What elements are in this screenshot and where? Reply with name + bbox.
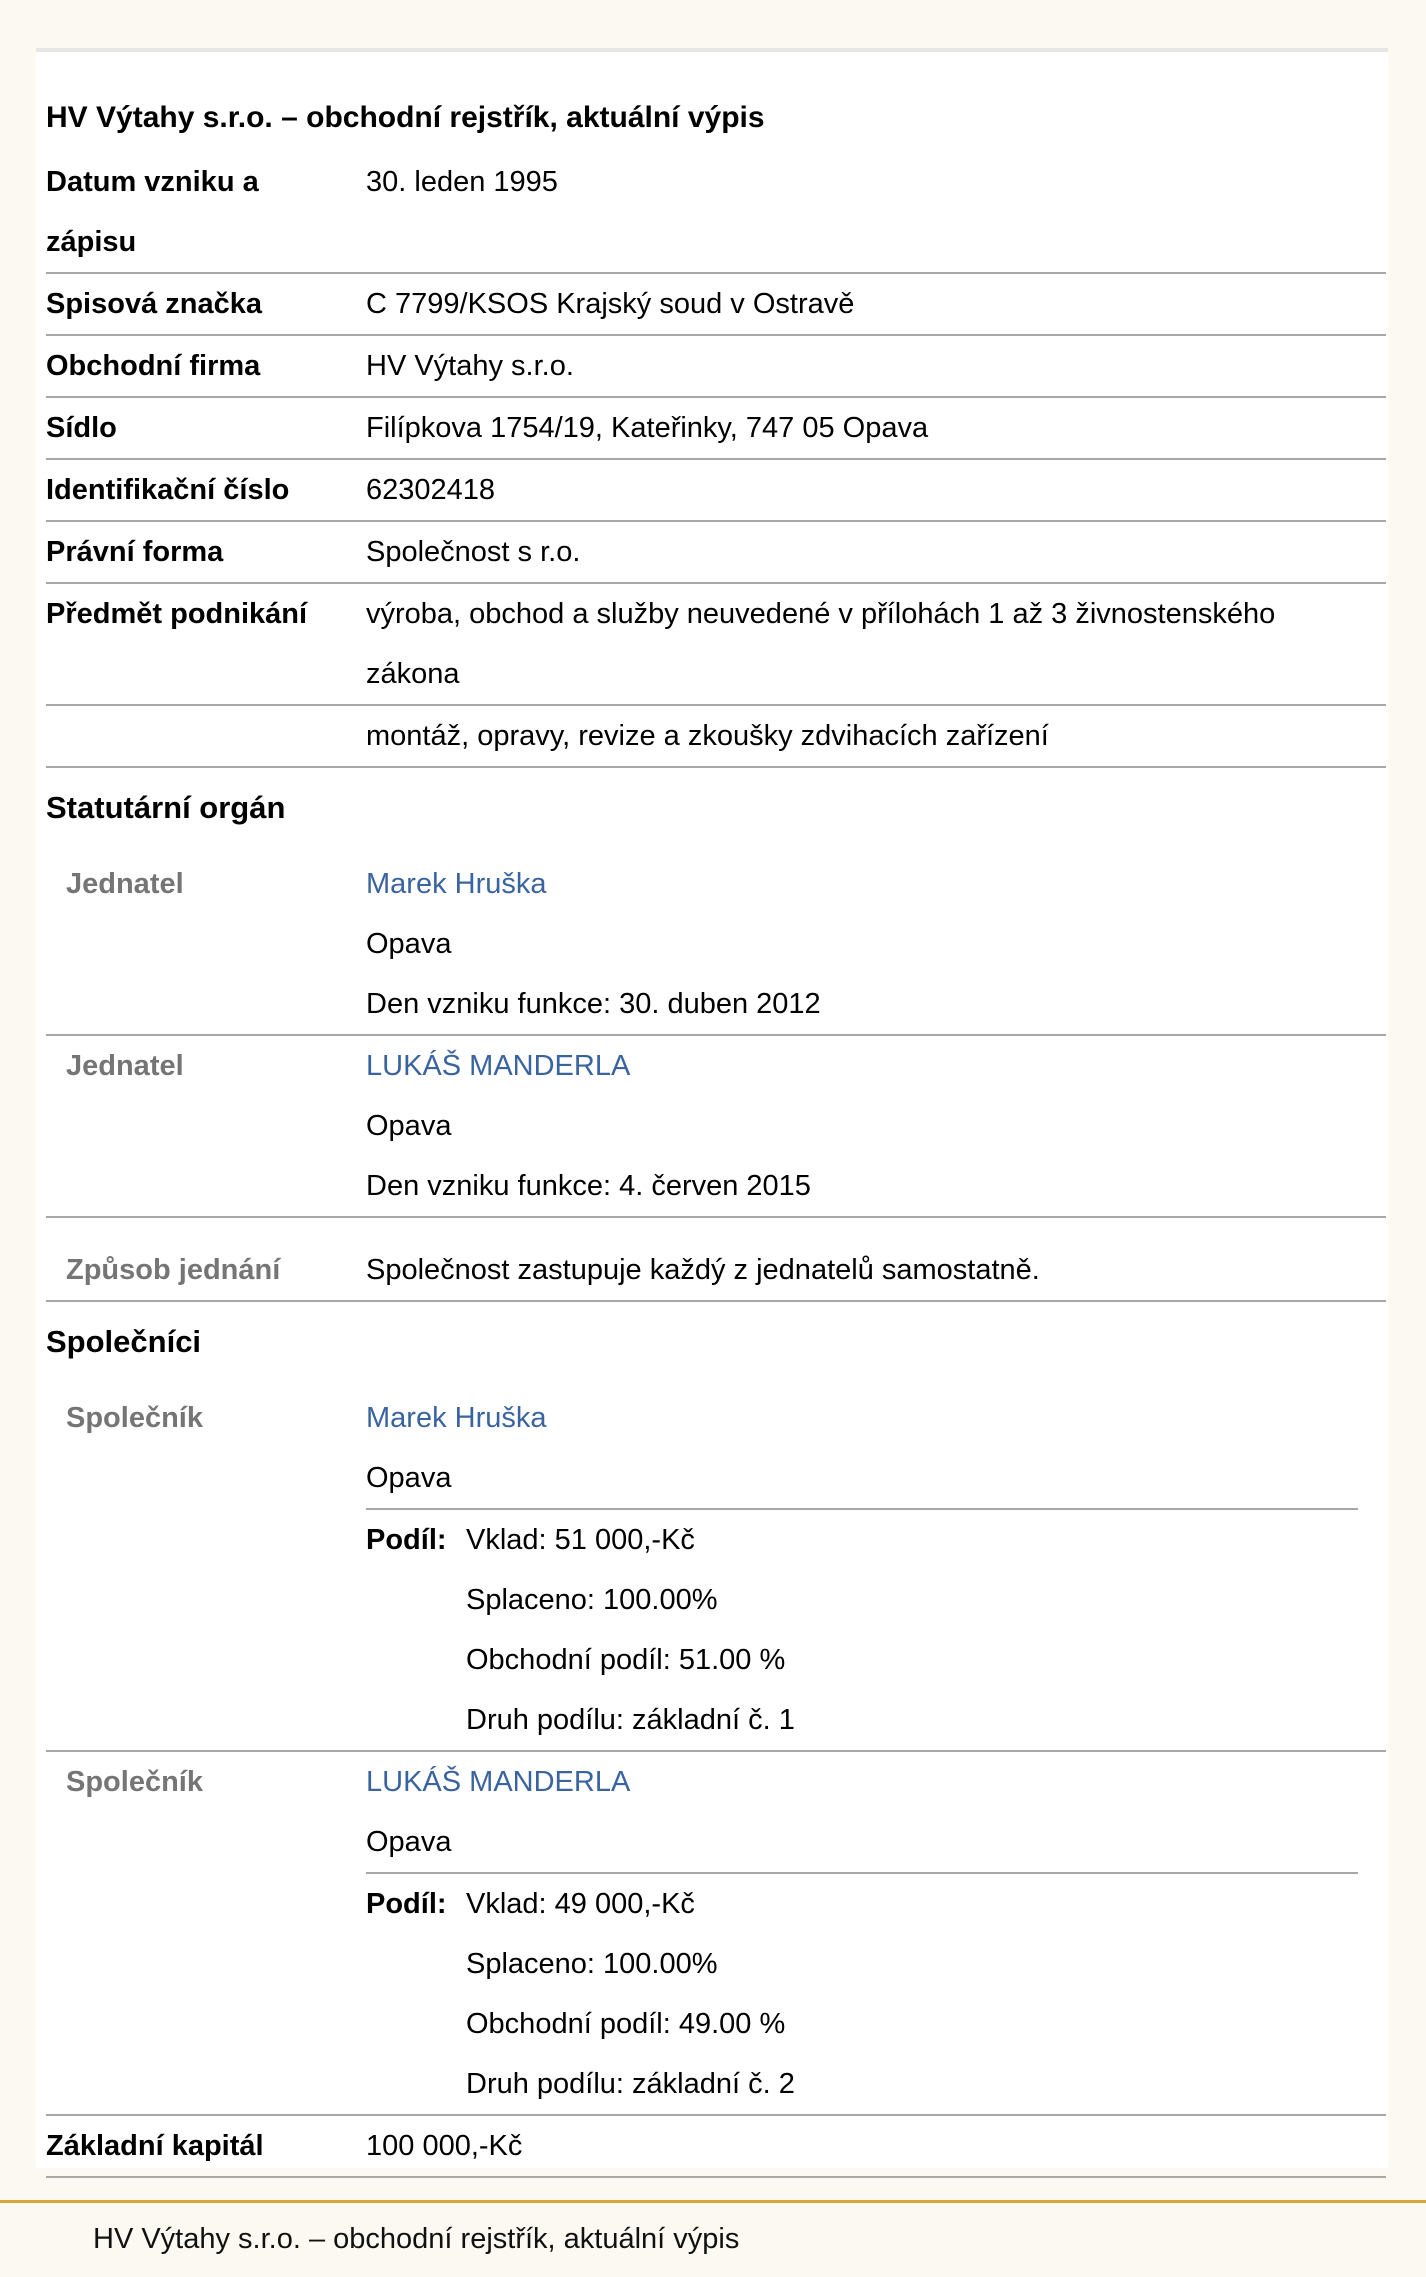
row-label: Předmět podnikání [46,598,308,630]
partner-details [366,1388,1386,1750]
member-city: Opava [366,928,452,960]
partner-name-link[interactable]: LUKÁŠ MANDERLA [366,1766,631,1798]
member-name-link[interactable]: Marek Hruška [366,868,547,900]
row-capital [46,2116,1386,2178]
partner-entry [46,1752,1386,2116]
row-conduct [46,1218,1386,1302]
share-line [366,1570,1358,1630]
share-block [366,1508,1358,1750]
row-label: Obchodní firma [46,350,261,382]
share-deposit: Vklad: 49 000,-Kč [466,1888,695,1920]
section-heading-statutory: Statutární orgán [46,790,286,825]
partner-city: Opava [366,1462,452,1494]
row-registered-office [46,398,1386,460]
share-percentage: Obchodní podíl: 49.00 % [466,2008,786,2040]
row-value: Filípkova 1754/19, Kateřinky, 747 05 Opava [366,412,929,444]
member-since: Den vzniku funkce: 4. červen 2015 [366,1170,811,1202]
row-value: C 7799/KSOS Krajský soud v Ostravě [366,288,855,320]
share-line [366,2054,1358,2114]
row-company-name [46,336,1386,398]
partner-role: Společník [66,1402,203,1434]
row-business-activity-2 [46,706,1386,768]
conduct-label: Způsob jednání [66,1254,281,1286]
member-details [366,1036,1386,1216]
footer-bar [0,2200,1426,2277]
row-label [46,706,366,766]
page-title: HV Výtahy s.r.o. – obchodní rejstřík, aktuální výpis [46,101,765,134]
member-role: Jednatel [66,868,184,900]
share-block [366,1872,1358,2114]
member-city: Opava [366,1110,452,1142]
partner-entry [46,1388,1386,1752]
capital-label: Základní kapitál [46,2130,264,2162]
share-deposit: Vklad: 51 000,-Kč [466,1524,695,1556]
registry-content [46,92,1386,2178]
share-line [366,1874,1358,1934]
row-label: Identifikační číslo [46,474,290,506]
section-heading-partners: Společníci [46,1324,202,1359]
row-value: HV Výtahy s.r.o. [366,350,574,382]
label-line: zápisu [46,226,137,258]
share-line [366,1510,1358,1570]
partner-details [366,1752,1386,2114]
row-founding-date [46,152,1386,274]
share-kind: Druh podílu: základní č. 2 [466,2068,795,2100]
share-key: Podíl: [366,1524,447,1556]
row-value: 30. leden 1995 [366,166,558,198]
share-percentage: Obchodní podíl: 51.00 % [466,1644,786,1676]
share-paid: Splaceno: 100.00% [466,1948,718,1980]
row-label: Sídlo [46,412,117,444]
row-company-id [46,460,1386,522]
share-line [366,1630,1358,1690]
row-value [366,584,1386,704]
value-line: zákona [366,658,460,690]
partner-role: Společník [66,1766,203,1798]
share-kind: Druh podílu: základní č. 1 [466,1704,795,1736]
row-label: Právní forma [46,536,224,568]
row-label: Spisová značka [46,288,262,320]
member-details [366,854,1386,1034]
statutory-member [46,1036,1386,1218]
conduct-value: Společnost zastupuje každý z jednatelů samostatně. [366,1254,1040,1286]
share-line [366,1934,1358,1994]
member-since: Den vzniku funkce: 30. duben 2012 [366,988,821,1020]
row-value: 62302418 [366,474,496,506]
partner-name-link[interactable]: Marek Hruška [366,1402,547,1434]
row-value: montáž, opravy, revize a zkoušky zdvihacích zařízení [366,720,1049,752]
label-line: Datum vzniku a [46,166,259,198]
share-line [366,1690,1358,1750]
member-name-link[interactable]: LUKÁŠ MANDERLA [366,1050,631,1082]
footer-title: HV Výtahy s.r.o. – obchodní rejstřík, aktuální výpis [93,2223,740,2255]
member-role: Jednatel [66,1050,184,1082]
row-label [46,152,366,272]
registry-card [36,48,1388,2168]
value-line: výroba, obchod a služby neuvedené v přílohách 1 až 3 živnostenského [366,598,1276,630]
row-legal-form [46,522,1386,584]
row-value: Společnost s r.o. [366,536,581,568]
row-business-activity [46,584,1386,706]
row-file-number [46,274,1386,336]
capital-value: 100 000,-Kč [366,2130,523,2162]
share-paid: Splaceno: 100.00% [466,1584,718,1616]
share-line [366,1994,1358,2054]
share-key: Podíl: [366,1888,447,1920]
partner-city: Opava [366,1826,452,1858]
statutory-member [46,854,1386,1036]
